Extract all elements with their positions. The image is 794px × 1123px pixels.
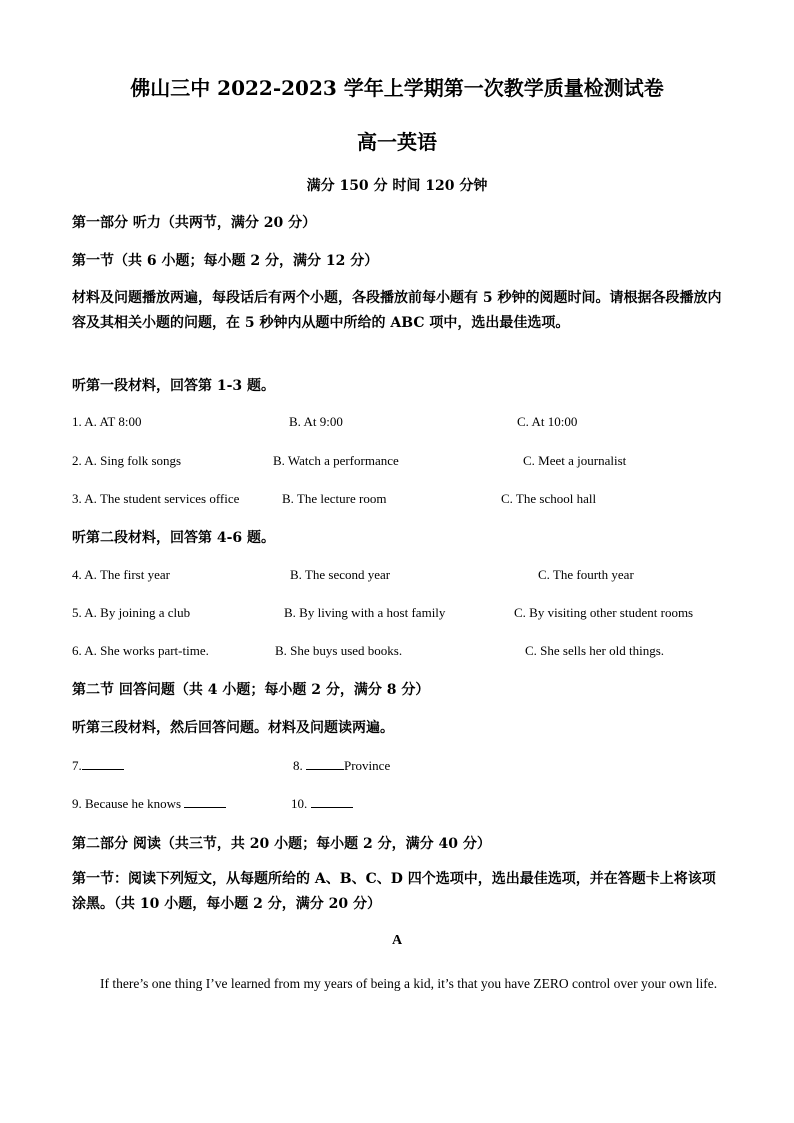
- option-c: C. Meet a journalist: [523, 453, 627, 468]
- question-row: [72, 643, 209, 659]
- subject-title: 高一英语: [357, 130, 437, 154]
- question-number: 2.: [72, 453, 82, 468]
- question-prefix: Because he knows: [85, 796, 182, 811]
- audio3-prompt: 听第三段材料，然后回答问题。材料及问题读两遍。: [72, 720, 394, 736]
- reading-instructions: 第一节：阅读下列短文，从每题所给的 A、B、C、D 四个选项中，选出最佳选项，并在答题卡上将该项涂黑。（共 10 小题，每小题 2 分，满分 20 分）: [72, 871, 716, 912]
- listening-instructions: 材料及问题播放两遍，每段话后有两个小题，各段播放前每小题有 5 秒钟的阅题时间。请根据各段播放内容及其相关小题的问题，在 5 秒钟内从题中所给的 ABC 项中，选出最佳选项。: [72, 290, 722, 331]
- answer-blank[interactable]: [184, 795, 226, 808]
- section1-heading: 第一节（共 6 小题；每小题 2 分，满分 12 分）: [72, 253, 379, 269]
- passage-letter: A: [391, 933, 403, 948]
- option-c: C. The fourth year: [538, 567, 634, 582]
- option-c: C. By visiting other student rooms: [514, 605, 694, 620]
- answer-blank[interactable]: [311, 795, 353, 808]
- option-b: B. By living with a host family: [284, 605, 446, 620]
- option-c: C. At 10:00: [517, 414, 578, 429]
- answer-blank[interactable]: [82, 757, 124, 770]
- exam-title: 佛山三中 2022-2023 学年上学期第一次教学质量检测试卷: [130, 76, 664, 100]
- question-number: 6.: [72, 643, 82, 658]
- option-b: B. The lecture room: [282, 491, 387, 506]
- question-row: [72, 491, 239, 507]
- question-row: [72, 605, 190, 621]
- question-suffix: Province: [344, 758, 391, 773]
- option-a: A. By joining a club: [84, 605, 191, 620]
- question-number: 10.: [291, 796, 308, 811]
- option-a: A. She works part-time.: [84, 643, 209, 658]
- question-row: [72, 414, 141, 430]
- option-b: B. Watch a performance: [273, 453, 399, 468]
- option-c: C. The school hall: [501, 491, 597, 506]
- question-number: 5.: [72, 605, 82, 620]
- question-number: 9.: [72, 796, 82, 811]
- question-number: 3.: [72, 491, 82, 506]
- option-b: B. At 9:00: [289, 414, 343, 429]
- option-a: A. Sing folk songs: [84, 453, 182, 468]
- question-number: 4.: [72, 567, 82, 582]
- question-number: 7.: [72, 758, 82, 773]
- question-row: [72, 567, 170, 583]
- option-b: B. She buys used books.: [275, 643, 403, 658]
- fill-question-8: [293, 757, 390, 774]
- question-number: 1.: [72, 414, 82, 429]
- answer-blank[interactable]: [306, 757, 344, 770]
- part2-heading: 第二部分 阅读（共三节，共 20 小题；每小题 2 分，满分 40 分）: [72, 836, 491, 852]
- exam-info: 满分 150 分 时间 120 分钟: [306, 178, 488, 194]
- passage-text: If there’s one thing I’ve learned from my years of being a kid, it’s that you have ZERO control over your own life.: [100, 976, 718, 991]
- option-a: A. The first year: [84, 567, 170, 582]
- fill-question-7: [72, 757, 124, 774]
- question-row: [72, 453, 181, 469]
- option-b: B. The second year: [290, 567, 391, 582]
- section2-heading: 第二节 回答问题（共 4 小题；每小题 2 分，满分 8 分）: [72, 682, 430, 698]
- fill-question-10: [291, 795, 353, 812]
- option-a: A. The student services office: [84, 491, 240, 506]
- question-number: 8.: [293, 758, 303, 773]
- audio2-prompt: 听第二段材料，回答第 4-6 题。: [72, 530, 276, 546]
- option-a: A. AT 8:00: [84, 414, 142, 429]
- audio1-prompt: 听第一段材料，回答第 1-3 题。: [72, 378, 276, 394]
- option-c: C. She sells her old things.: [525, 643, 665, 658]
- fill-question-9: [72, 795, 226, 812]
- part1-heading: 第一部分 听力（共两节，满分 20 分）: [72, 215, 317, 231]
